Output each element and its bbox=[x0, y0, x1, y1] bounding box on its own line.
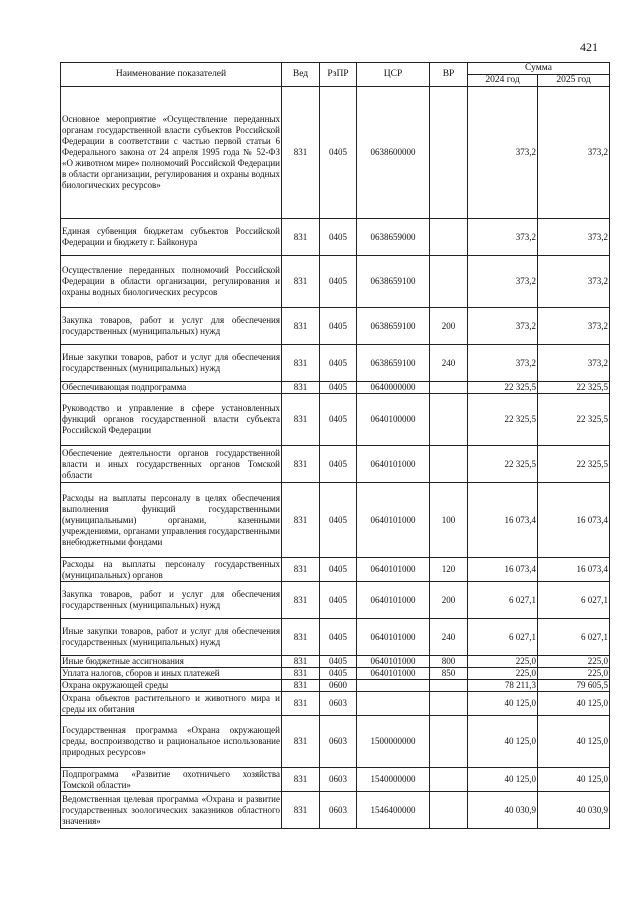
table-row bbox=[61, 558, 610, 582]
table-row bbox=[61, 394, 610, 446]
cell-sum-2025: 6 027,1 bbox=[538, 582, 610, 619]
cell-csr: 0638659100 bbox=[357, 345, 430, 382]
cell-vr bbox=[430, 680, 468, 692]
cell-rzpr: 0603 bbox=[320, 792, 357, 829]
header-csr: ЦСР bbox=[357, 63, 430, 87]
cell-csr: 0640101000 bbox=[357, 656, 430, 668]
cell-name: Руководство и управление в сфере установленных функций органов государственной власти субъекта Российской Федерации bbox=[61, 394, 282, 446]
cell-vr bbox=[430, 219, 468, 256]
cell-csr: 0638600000 bbox=[357, 87, 430, 219]
header-vr: ВР bbox=[430, 63, 468, 87]
cell-sum-2024: 225,0 bbox=[468, 656, 538, 668]
cell-sum-2025: 40 125,0 bbox=[538, 692, 610, 716]
cell-ved: 831 bbox=[282, 345, 320, 382]
cell-vr bbox=[430, 446, 468, 483]
cell-name: Осуществление переданных полномочий Российской Федерации в области организации, регулирования и охраны водных биологических ресурсов bbox=[61, 256, 282, 308]
cell-name: Охрана объектов растительного и животного мира и среды их обитания bbox=[62, 692, 280, 714]
cell-sum-2024: 22 325,5 bbox=[468, 446, 538, 483]
cell-sum-2024: 16 073,4 bbox=[468, 483, 538, 558]
cell-sum-2025: 373,2 bbox=[538, 219, 610, 256]
cell-sum-2024: 40 125,0 bbox=[468, 716, 538, 768]
cell-rzpr: 0405 bbox=[320, 87, 357, 219]
cell-rzpr: 0405 bbox=[320, 483, 357, 558]
header-year-2024: 2024 год bbox=[468, 75, 538, 87]
budget-table bbox=[60, 62, 610, 829]
cell-ved: 831 bbox=[282, 668, 320, 680]
cell-csr: 0638659000 bbox=[357, 219, 430, 256]
cell-sum-2024: 22 325,5 bbox=[468, 382, 538, 394]
cell-sum-2024: 373,2 bbox=[468, 87, 538, 219]
cell-csr: 1540000000 bbox=[357, 768, 430, 792]
cell-ved: 831 bbox=[282, 768, 320, 792]
cell-rzpr: 0405 bbox=[320, 382, 357, 394]
cell-rzpr: 0405 bbox=[320, 308, 357, 345]
cell-vr: 120 bbox=[430, 558, 468, 582]
cell-sum-2025: 16 073,4 bbox=[538, 558, 610, 582]
cell-ved: 831 bbox=[282, 256, 320, 308]
cell-vr: 100 bbox=[430, 483, 468, 558]
cell-rzpr: 0405 bbox=[320, 394, 357, 446]
cell-vr: 850 bbox=[430, 668, 468, 680]
cell-ved: 831 bbox=[282, 656, 320, 668]
cell-sum-2025: 225,0 bbox=[538, 656, 610, 668]
cell-vr: 200 bbox=[430, 308, 468, 345]
cell-ved: 831 bbox=[282, 792, 320, 829]
cell-csr bbox=[357, 680, 430, 692]
cell-rzpr: 0405 bbox=[320, 558, 357, 582]
page-number: 421 bbox=[580, 40, 598, 54]
cell-csr bbox=[357, 692, 430, 716]
cell-vr bbox=[430, 394, 468, 446]
cell-sum-2025: 22 325,5 bbox=[538, 446, 610, 483]
header-sum: Сумма bbox=[468, 63, 610, 75]
cell-csr: 0640101000 bbox=[357, 558, 430, 582]
header-rzpr: РзПР bbox=[320, 63, 357, 87]
cell-rzpr: 0405 bbox=[320, 619, 357, 656]
cell-rzpr: 0405 bbox=[320, 345, 357, 382]
table-row bbox=[61, 768, 610, 792]
cell-name: Ведомственная целевая программа «Охрана и развитие государственных зоологических заказников областного значения» bbox=[61, 792, 282, 829]
cell-vr bbox=[430, 768, 468, 792]
table-row bbox=[61, 256, 610, 308]
cell-ved: 831 bbox=[282, 692, 320, 716]
cell-vr: 200 bbox=[430, 582, 468, 619]
cell-vr bbox=[430, 792, 468, 829]
table-row bbox=[61, 382, 610, 394]
table-body bbox=[61, 87, 610, 829]
table-row bbox=[61, 345, 610, 382]
cell-vr bbox=[430, 87, 468, 219]
cell-csr: 0640101000 bbox=[357, 668, 430, 680]
table-row bbox=[61, 716, 610, 768]
cell-name: Иные закупки товаров, работ и услуг для обеспечения государственных (муниципальных) нужд bbox=[61, 345, 282, 382]
cell-rzpr: 0603 bbox=[320, 768, 357, 792]
cell-ved: 831 bbox=[282, 382, 320, 394]
cell-sum-2025: 225,0 bbox=[538, 668, 610, 680]
cell-name: Единая субвенция бюджетам субъектов Российской Федерации и бюджету г. Байконура bbox=[61, 219, 282, 256]
cell-csr: 0640101000 bbox=[357, 619, 430, 656]
table-row bbox=[61, 582, 610, 619]
cell-sum-2025: 373,2 bbox=[538, 256, 610, 308]
cell-sum-2025: 373,2 bbox=[538, 308, 610, 345]
cell-rzpr: 0405 bbox=[320, 219, 357, 256]
cell-vr bbox=[430, 382, 468, 394]
cell-sum-2025: 40 125,0 bbox=[538, 716, 610, 768]
cell-sum-2024: 78 211,3 bbox=[468, 680, 538, 692]
cell-sum-2024: 16 073,4 bbox=[468, 558, 538, 582]
cell-name: Охрана окружающей среды bbox=[61, 680, 282, 692]
cell-name: Обеспечение деятельности органов государственной власти и иных государственных органов Томской области bbox=[61, 446, 282, 483]
cell-name: Закупка товаров, работ и услуг для обеспечения государственных (муниципальных) нужд bbox=[61, 308, 282, 345]
cell-ved: 831 bbox=[282, 446, 320, 483]
cell-sum-2025: 373,2 bbox=[538, 87, 610, 219]
header-year-2025: 2025 год bbox=[538, 75, 610, 87]
cell-vr: 800 bbox=[430, 656, 468, 668]
cell-rzpr: 0600 bbox=[320, 680, 357, 692]
cell-vr bbox=[430, 716, 468, 768]
cell-csr: 0640101000 bbox=[357, 582, 430, 619]
cell-sum-2024: 373,2 bbox=[468, 256, 538, 308]
cell-csr: 1546400000 bbox=[357, 792, 430, 829]
cell-sum-2025: 79 605,5 bbox=[538, 680, 610, 692]
cell-vr bbox=[430, 256, 468, 308]
cell-csr: 0638659100 bbox=[357, 256, 430, 308]
cell-ved: 831 bbox=[282, 483, 320, 558]
cell-sum-2024: 6 027,1 bbox=[468, 619, 538, 656]
cell-name: Государственная программа «Охрана окружающей среды, воспроизводство и рациональное использование природных ресурсов» bbox=[61, 716, 282, 768]
cell-csr: 0640101000 bbox=[357, 483, 430, 558]
table-row bbox=[61, 446, 610, 483]
table-row bbox=[61, 668, 610, 680]
cell-name: Основное мероприятие «Осуществление переданных органам государственной власти субъектов Российской Федерации в соответствии с частью первой статьи 6 Федерального закона от 24 апреля 1995 года № 52-ФЗ «О животном мире» полномочий Российской Федерации в области организации, регулирования и охраны водных биологических ресурсов» bbox=[61, 87, 282, 219]
cell-ved: 831 bbox=[282, 619, 320, 656]
cell-ved: 831 bbox=[282, 219, 320, 256]
cell-sum-2024: 373,2 bbox=[468, 345, 538, 382]
cell-vr: 240 bbox=[430, 345, 468, 382]
table-row bbox=[61, 680, 610, 692]
cell-vr: 240 bbox=[430, 619, 468, 656]
cell-rzpr: 0405 bbox=[320, 446, 357, 483]
cell-csr: 0638659100 bbox=[357, 308, 430, 345]
header-name: Наименование показателей bbox=[61, 63, 282, 87]
cell-rzpr: 0603 bbox=[320, 716, 357, 768]
cell-name: Расходы на выплаты персоналу в целях обеспечения выполнения функций государственными (муниципальными) органами, казенными учреждениями, органами управления государственными внебюджетными фондами bbox=[61, 483, 282, 558]
cell-sum-2025: 40 125,0 bbox=[538, 768, 610, 792]
cell-sum-2024: 40 125,0 bbox=[468, 768, 538, 792]
table-row bbox=[61, 619, 610, 656]
cell-rzpr: 0405 bbox=[320, 256, 357, 308]
cell-name: Иные бюджетные ассигнования bbox=[61, 656, 282, 668]
cell-sum-2025: 22 325,5 bbox=[538, 394, 610, 446]
cell-sum-2024: 373,2 bbox=[468, 308, 538, 345]
cell-sum-2025: 373,2 bbox=[538, 345, 610, 382]
cell-name: Закупка товаров, работ и услуг для обеспечения государственных (муниципальных) нужд bbox=[61, 582, 282, 619]
cell-rzpr: 0405 bbox=[320, 668, 357, 680]
cell-csr: 0640100000 bbox=[357, 394, 430, 446]
cell-csr: 0640000000 bbox=[357, 382, 430, 394]
cell-sum-2024: 40 030,9 bbox=[468, 792, 538, 829]
cell-sum-2025: 22 325,5 bbox=[538, 382, 610, 394]
cell-ved: 831 bbox=[282, 680, 320, 692]
cell-sum-2024: 6 027,1 bbox=[468, 582, 538, 619]
cell-name: Уплата налогов, сборов и иных платежей bbox=[61, 668, 282, 680]
cell-sum-2024: 225,0 bbox=[468, 668, 538, 680]
table-row bbox=[61, 656, 610, 668]
cell-ved: 831 bbox=[282, 558, 320, 582]
cell-name: Расходы на выплаты персоналу государственных (муниципальных) органов bbox=[62, 558, 280, 580]
cell-name: Иные закупки товаров, работ и услуг для обеспечения государственных (муниципальных) нужд bbox=[61, 619, 282, 656]
cell-rzpr: 0603 bbox=[320, 692, 357, 716]
cell-vr bbox=[430, 692, 468, 716]
cell-rzpr: 0405 bbox=[320, 582, 357, 619]
table-row bbox=[61, 692, 610, 716]
cell-ved: 831 bbox=[282, 716, 320, 768]
table-row bbox=[61, 792, 610, 829]
cell-sum-2025: 6 027,1 bbox=[538, 619, 610, 656]
table-row bbox=[61, 219, 610, 256]
cell-sum-2025: 16 073,4 bbox=[538, 483, 610, 558]
cell-ved: 831 bbox=[282, 87, 320, 219]
cell-sum-2025: 40 030,9 bbox=[538, 792, 610, 829]
cell-csr: 0640101000 bbox=[357, 446, 430, 483]
cell-ved: 831 bbox=[282, 582, 320, 619]
header-ved: Вед bbox=[282, 63, 320, 87]
cell-ved: 831 bbox=[282, 308, 320, 345]
cell-name: Подпрограмма «Развитие охотничьего хозяйства Томской области» bbox=[62, 768, 280, 790]
table-row bbox=[61, 308, 610, 345]
cell-csr: 1500000000 bbox=[357, 716, 430, 768]
cell-name: Обеспечивающая подпрограмма bbox=[61, 382, 282, 394]
table-row bbox=[61, 87, 610, 219]
cell-sum-2024: 373,2 bbox=[468, 219, 538, 256]
cell-sum-2024: 22 325,5 bbox=[468, 394, 538, 446]
cell-sum-2024: 40 125,0 bbox=[468, 692, 538, 716]
cell-ved: 831 bbox=[282, 394, 320, 446]
table-row bbox=[61, 483, 610, 558]
cell-rzpr: 0405 bbox=[320, 656, 357, 668]
